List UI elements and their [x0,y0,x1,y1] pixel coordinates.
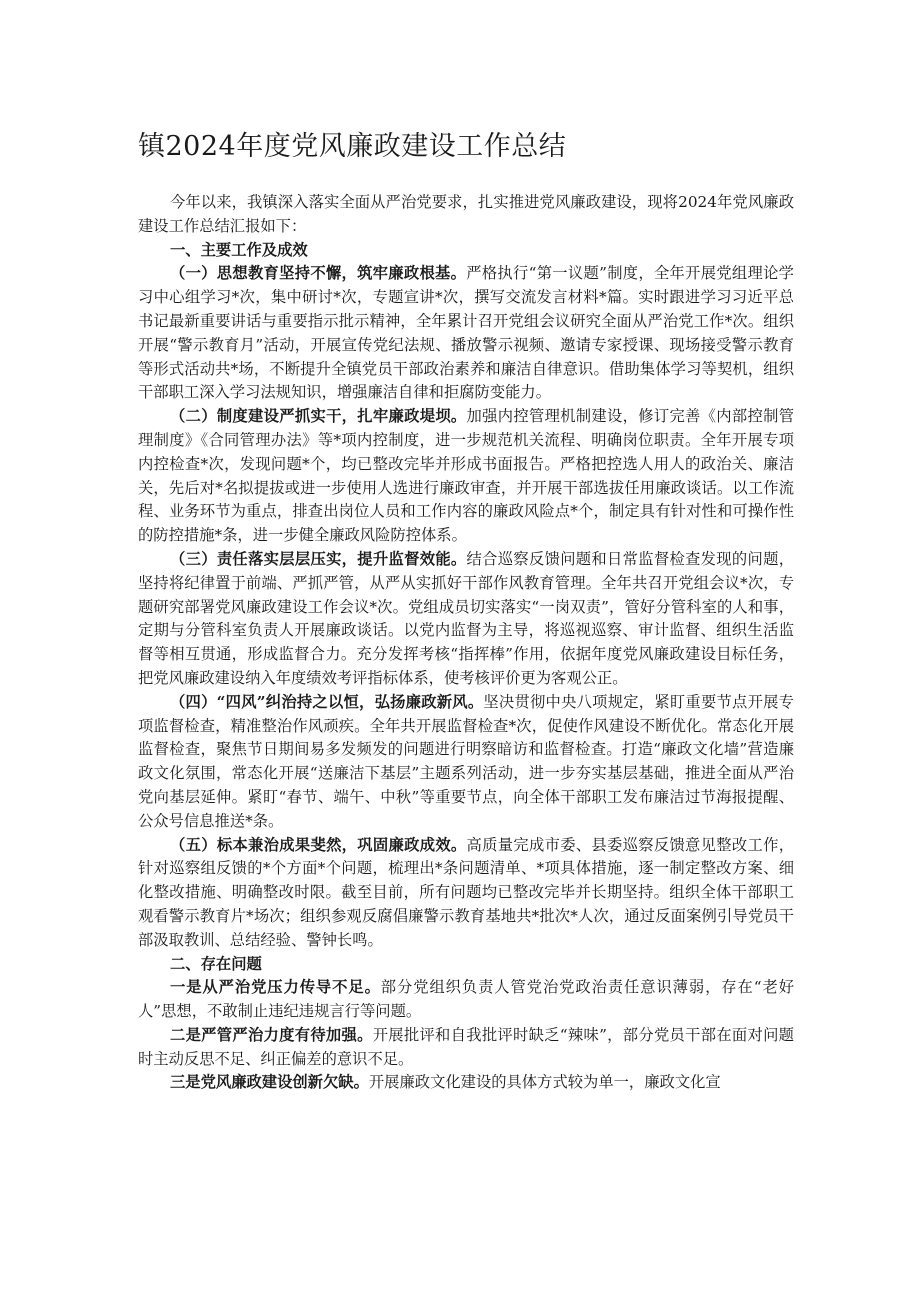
paragraph-lead: （二）制度建设严抓实干，扎牢廉政堤坝。 [170,407,467,426]
paragraph [138,262,794,405]
paragraph-body: 坚决贯彻中央八项规定，紧盯重要节点开展专项监督检查，精准整治作风顽疾。全年共开展监督检查*次，促使作风建设不断优化。常态化开展监督检查，聚焦节日期间易多发频发的问题进行明察暗访和监督检查。打造“廉政文化墙”营造廉政文化氛围，常态化开展“送廉洁下基层”主题系列活动，进一步夯实基层基础，推进全面从严治党向基层延伸。紧盯“春节、端午、中秋”等重要节点，向全体干部职工发布廉洁过节海报提醒、公众号信息推送*条。 [138,692,794,830]
intro-paragraph: 今年以来，我镇深入落实全面从严治党要求，扎实推进党风廉政建设，现将2024年党风廉政建设工作总结汇报如下： [138,193,794,235]
section-heading-1: 一、主要工作及成效 [170,240,308,259]
paragraph [138,1024,794,1072]
paragraph [138,834,794,953]
document-body [138,127,794,1095]
paragraph [138,976,794,1024]
paragraph-body: 结合巡察反馈问题和日常监督检查发现的问题，坚持将纪律置于前端、严抓严管，从严从实抓好干部作风教育管理。全年共召开党组会议*次，专题研究部署党风廉政建设工作会议*次。党组成员切实落实“一岗双责”，管好分管科室的人和事，定期与分管科室负责人开展廉政谈话。以党内监督为主导，将巡视巡察、审计监督、组织生活监督等相互贯通，形成监督合力。充分发挥考核“指挥棒”作用，依据年度党风廉政建设目标任务，把党风廉政建设纳入年度绩效考评指标体系，使考核评价更为客观公正。 [138,549,794,687]
paragraph [138,405,794,548]
paragraph-body: 加强内控管理机制建设，修订完善《内部控制管理制度》《合同管理办法》等*项内控制度，进一步规范机关流程、明确岗位职责。全年开展专项内控检查*次，发现问题*个，均已整改完毕并形成书面报告。严格把控选人用人的政治关、廉洁关，先后对*名拟提拔或进一步使用人选进行廉政审查，并开展干部选拔任用廉政谈话。以工作流程、业务环节为重点，排查出岗位人员和工作内容的廉政风险点*个，制定具有针对性和可操作性的防控措施*条，进一步健全廉政风险防控体系。 [138,407,794,545]
paragraph [138,548,794,691]
paragraph-lead: （四）“四风”纠治持之以恒，弘扬廉政新风。 [170,692,484,711]
document-title: 镇2024年度党风廉政建设工作总结 [138,131,567,162]
paragraph-body: 部分党组织负责人管党治党政治责任意识薄弱，存在“老好人”思想，不敢制止违纪违规言行等问题。 [138,978,794,1021]
paragraph [138,1071,794,1095]
paragraph-body: 开展批评和自我批评时缺乏“辣味”，部分党员干部在面对问题时主动反思不足、纠正偏差的意识不足。 [138,1025,794,1068]
paragraph-lead: （三）责任落实层层压实，提升监督效能。 [170,549,467,568]
paragraph-lead: 一是从严治党压力传导不足。 [170,978,381,997]
paragraph-lead: （五）标本兼治成果斐然，巩固廉政成效。 [170,835,467,854]
paragraph-lead: （一）思想教育坚持不懈，筑牢廉政根基。 [170,264,467,283]
paragraph [138,691,794,834]
paragraph-lead: 二是严管严治力度有待加强。 [170,1025,373,1044]
paragraph-body: 开展廉政文化建设的具体方式较为单一，廉政文化宣 [368,1073,721,1092]
paragraph-body: 严格执行“第一议题”制度，全年开展党组理论学习中心组学习*次，集中研讨*次，专题宣讲*次，撰写交流发言材料*篇。实时跟进学习习近平总书记最新重要讲话与重要指示批示精神，全年累计召开党组会议研究全面从严治党工作*次。组织开展“警示教育月”活动，开展宣传党纪法规、播放警示视频、邀请专家授课、现场接受警示教育等形式活动共*场，不断提升全镇党员干部政治素养和廉洁自律意识。借助集体学习等契机，组织干部职工深入学习法规知识，增强廉洁自律和拒腐防变能力。 [138,264,794,402]
paragraph-body: 高质量完成市委、县委巡察反馈意见整改工作，针对巡察组反馈的*个方面*个问题，梳理出*条问题清单、*项具体措施，逐一制定整改方案、细化整改措施、明确整改时限。截至目前，所有问题均已整改完毕并长期坚持。组织全体干部职工观看警示教育片*场次；组织参观反腐倡廉警示教育基地共*批次*人次，通过反面案例引导党员干部汲取教训、总结经验、警钟长鸣。 [138,835,794,949]
section-heading-2: 二、存在问题 [170,954,262,973]
paragraph-lead: 三是党风廉政建设创新欠缺。 [170,1073,369,1092]
